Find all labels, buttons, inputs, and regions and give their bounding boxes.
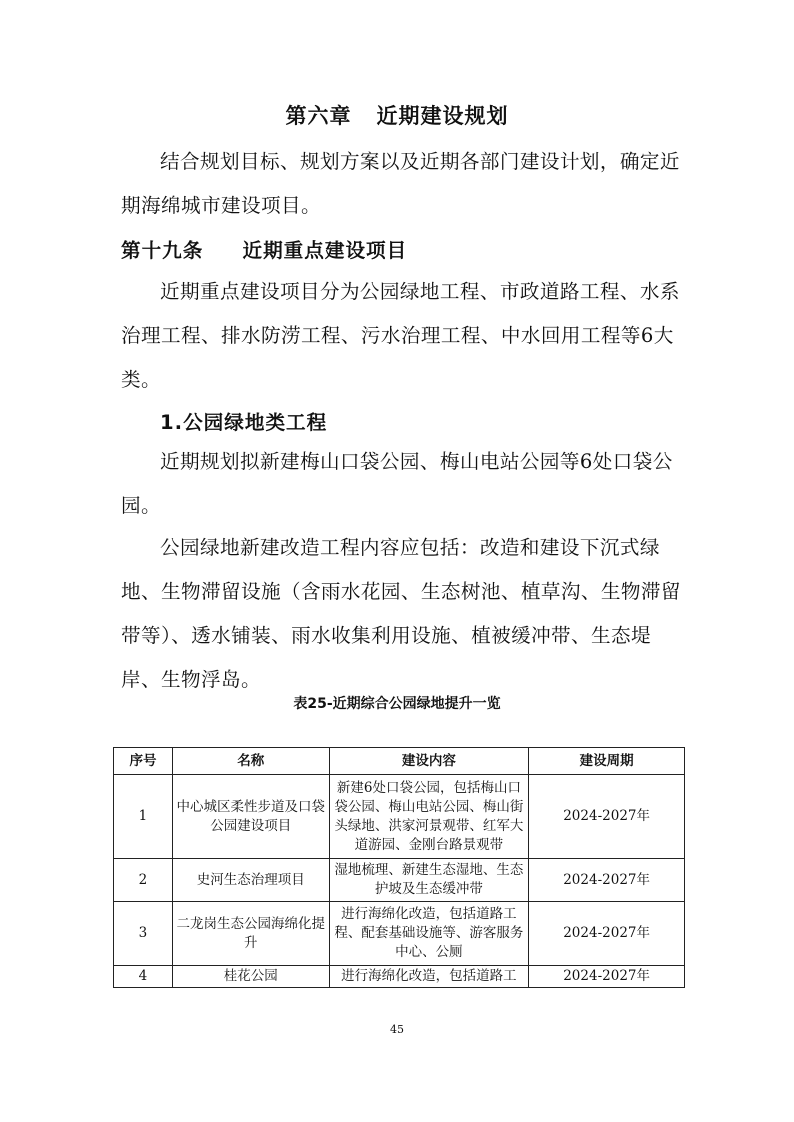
table-row xyxy=(114,859,685,902)
cell-period: 2024-2027年 xyxy=(529,859,685,902)
cell-period: 2024-2027年 xyxy=(529,966,685,988)
chapter-title: 第六章 近期建设规划 xyxy=(285,104,509,128)
article-text: 近期重点建设项目分为公园绿地工程、市政道路工程、水系治理工程、排水防涝工程、污水治理工程、中水回用工程等6大类。 xyxy=(121,280,680,391)
cell-content: 新建6处口袋公园，包括梅山口袋公园、梅山电站公园、梅山街头绿地、洪家河景观带、红军大道游园、金刚台路景观带 xyxy=(329,775,529,859)
header-no: 序号 xyxy=(114,748,173,775)
section-text-1: 近期规划拟新建梅山口袋公园、梅山电站公园等6处口袋公园。 xyxy=(121,450,673,517)
section-paragraph-1 xyxy=(121,440,681,528)
header-name: 名称 xyxy=(172,748,329,775)
section-paragraph-2 xyxy=(121,526,681,702)
cell-no: 3 xyxy=(114,902,173,966)
table-caption: 表25-近期综合公园绿地提升一览 xyxy=(293,696,501,712)
intro-paragraph xyxy=(121,140,681,228)
cell-no: 1 xyxy=(114,775,173,859)
cell-no: 2 xyxy=(114,859,173,902)
article-paragraph xyxy=(121,270,681,402)
cell-name: 桂花公园 xyxy=(172,966,329,988)
header-content: 建设内容 xyxy=(329,748,529,775)
page-number: 45 xyxy=(390,1023,404,1036)
cell-content: 进行海绵化改造，包括道路工 xyxy=(329,966,529,988)
table-row xyxy=(114,902,685,966)
table-row xyxy=(114,966,685,988)
cell-period: 2024-2027年 xyxy=(529,775,685,859)
section-heading: 1.公园绿地类工程 xyxy=(160,411,328,434)
cell-content: 湿地梳理、新建生态湿地、生态护坡及生态缓冲带 xyxy=(329,859,529,902)
cell-period: 2024-2027年 xyxy=(529,902,685,966)
cell-no: 4 xyxy=(114,966,173,988)
project-table xyxy=(113,747,685,988)
cell-content: 进行海绵化改造，包括道路工程、配套基础设施等、游客服务中心、公厕 xyxy=(329,902,529,966)
table-row xyxy=(114,775,685,859)
intro-text: 结合规划目标、规划方案以及近期各部门建设计划，确定近期海绵城市建设项目。 xyxy=(121,150,680,217)
cell-name: 史河生态治理项目 xyxy=(172,859,329,902)
table-header-row xyxy=(114,748,685,775)
header-period: 建设周期 xyxy=(529,748,685,775)
section-text-2: 公园绿地新建改造工程内容应包括：改造和建设下沉式绿地、生物滞留设施（含雨水花园、生态树池、植草沟、生物滞留带等）、透水铺装、雨水收集利用设施、植被缓冲带、生态堤岸、生物浮岛。 xyxy=(121,536,681,691)
cell-name: 二龙岗生态公园海绵化提升 xyxy=(172,902,329,966)
article-heading: 第十九条 近期重点建设项目 xyxy=(121,239,408,262)
cell-name: 中心城区柔性步道及口袋公园建设项目 xyxy=(172,775,329,859)
